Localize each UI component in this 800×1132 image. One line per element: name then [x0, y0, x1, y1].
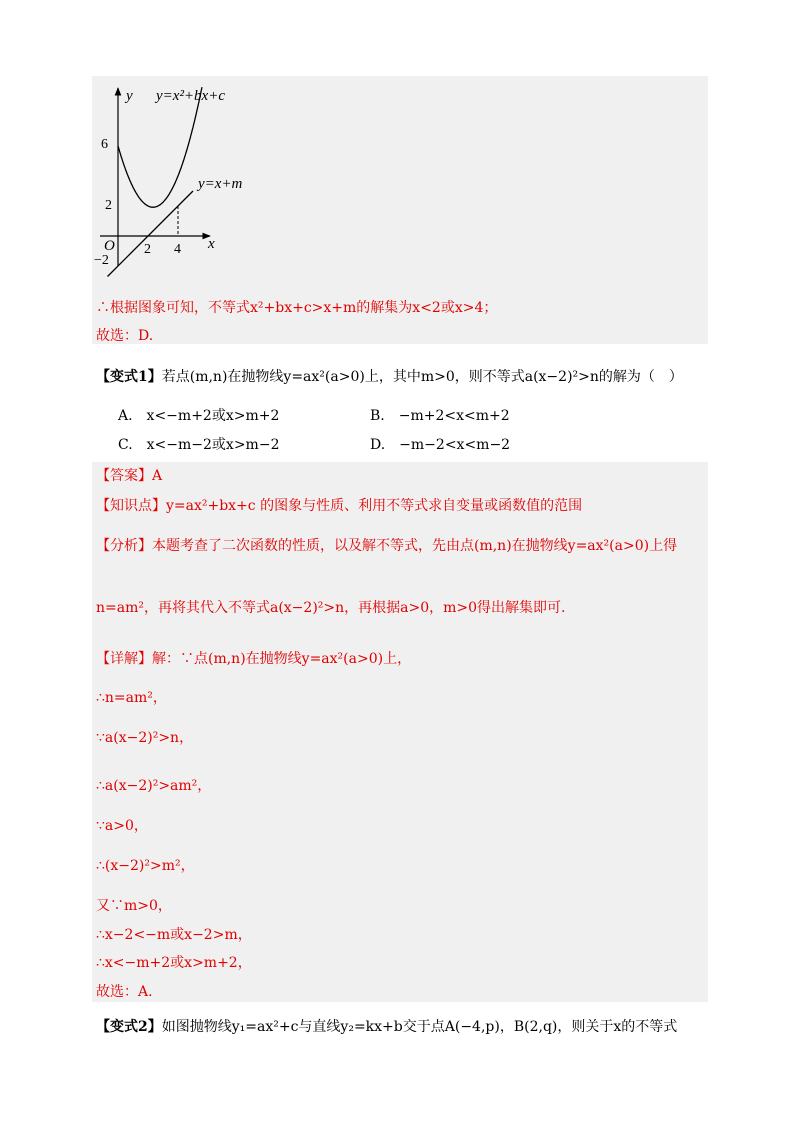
knowledge-point: 【知识点】y=ax²+bx+c 的图象与性质、利用不等式求自变量或函数值的范围	[96, 498, 583, 514]
v2-question	[96, 1017, 677, 1037]
analysis-line-2: n=am²，再将其代入不等式a(x−2)²>n，再根据a>0，m>0得出解集即可.	[96, 600, 566, 616]
function-graph	[92, 78, 262, 278]
step-8: ∴x<−m+2或x>m+2，	[96, 955, 252, 971]
origin-label: O	[104, 238, 115, 254]
line-curve	[108, 191, 194, 277]
option-a: A. x<−m+2或x>m+2	[118, 408, 280, 424]
parabola-curve	[118, 87, 202, 207]
prev-conclusion: ∴根据图象可知，不等式x²+bx+c>x+m的解集为x<2或x>4；	[96, 300, 498, 316]
v2-question-text: 如图抛物线y₁=ax²+c与直线y₂=kx+b交于点A(−4,p)，B(2,q)，则关于x的不等式	[161, 1019, 678, 1035]
detail-line: 【详解】解：∵点(m,n)在抛物线y=ax²(a>0)上，	[96, 651, 412, 667]
tick-4-x: 4	[174, 242, 181, 257]
step-1: ∴n=am²，	[96, 690, 167, 706]
tick-neg2: −2	[94, 253, 109, 268]
tick-6: 6	[101, 137, 108, 152]
step-5: ∴(x−2)²>m²，	[96, 858, 195, 874]
v2-tag: 【变式2】	[96, 1019, 162, 1035]
answer: 【答案】A	[96, 468, 163, 484]
v1-question-text: 若点(m,n)在抛物线y=ax²(a>0)上，其中m>0，则不等式a(x−2)²>n的解为（ ）	[161, 369, 683, 385]
parabola-label: y=x²+bx+c	[156, 88, 225, 104]
analysis-line-1: 【分析】本题考查了二次函数的性质，以及解不等式，先由点(m,n)在抛物线y=ax²(a>0)上得	[96, 538, 678, 554]
step-7: ∴x−2<−m或x−2>m，	[96, 927, 252, 943]
y-axis-label: y	[126, 88, 133, 104]
v1-question	[96, 367, 683, 387]
v1-tag: 【变式1】	[96, 369, 162, 385]
step-4: ∵a>0，	[96, 818, 148, 834]
step-6: 又∵m>0，	[96, 898, 172, 914]
step-2: ∵a(x−2)²>n，	[96, 730, 194, 746]
option-c: C. x<−m−2或x>m−2	[118, 437, 280, 453]
line-label: y=x+m	[198, 176, 243, 192]
option-d: D. −m−2<x<m−2	[370, 437, 511, 453]
tick-2-x: 2	[144, 242, 151, 257]
prev-choice: 故选：D.	[96, 328, 154, 344]
x-axis-label: x	[208, 236, 215, 252]
tick-2-y: 2	[105, 198, 112, 213]
step-3: ∴a(x−2)²>am²，	[96, 778, 212, 794]
step-9: 故选：A.	[96, 984, 153, 1000]
option-b: B. −m+2<x<m+2	[370, 408, 510, 424]
